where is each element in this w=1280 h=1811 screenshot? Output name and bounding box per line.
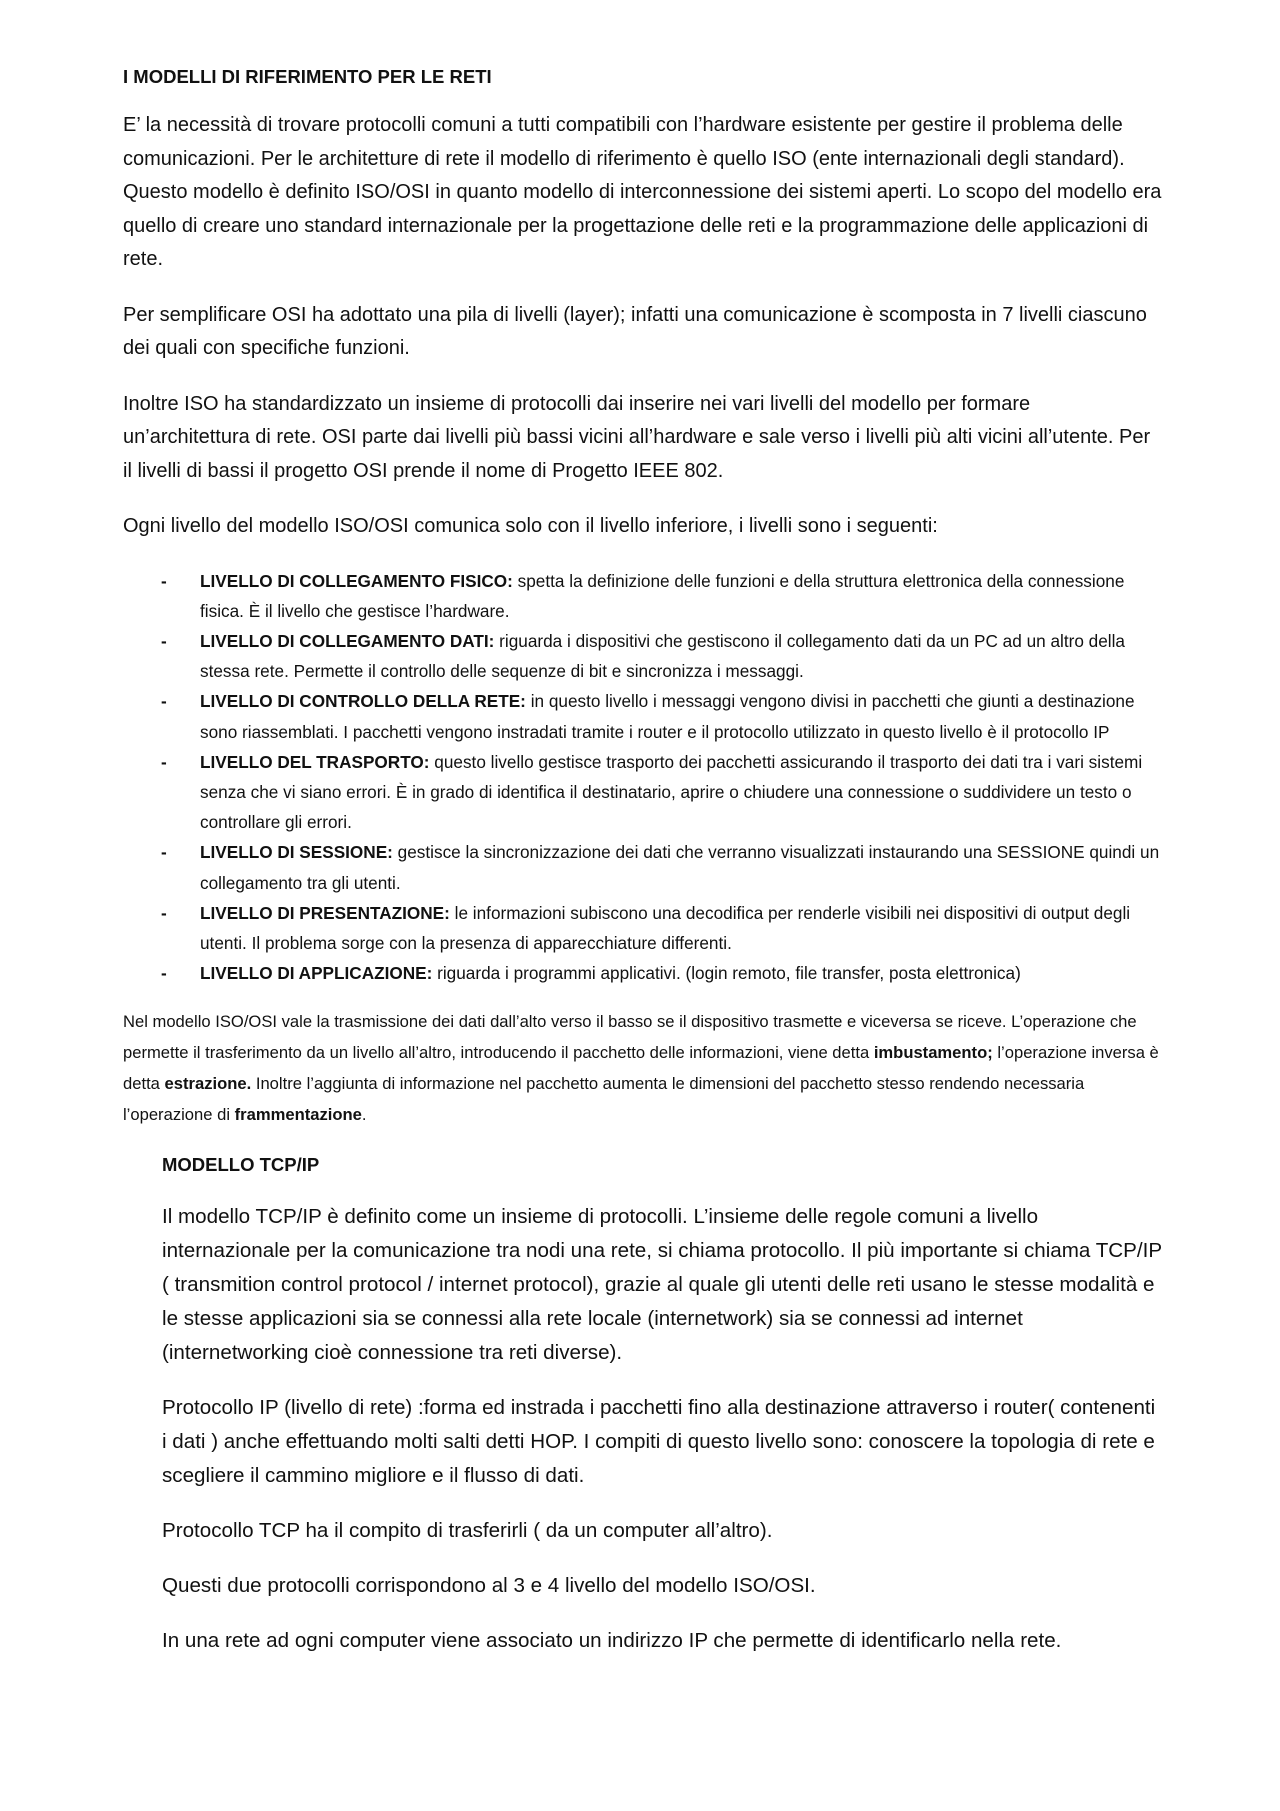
- bullet-dash: -: [161, 963, 167, 984]
- transmission-text: .: [361, 1105, 367, 1125]
- osi-correspondence-paragraph: Questi due protocolli corrispondono al 3 e 4 livello del modello ISO/OSI.: [162, 1574, 816, 1598]
- tcp-protocol-paragraph: Protocollo TCP ha il compito di trasferirli ( da un computer all’altro).: [162, 1519, 773, 1543]
- transmission-text: Nel modello ISO/OSI vale la trasmissione dei dati dall’alto verso il basso se il dispositivo trasmette e viceversa se riceve. L’operazione che permette il trasferimento da un livello all’altro, introducendo il pacchetto delle informazioni, viene detta: [123, 1012, 1137, 1063]
- list-item: [123, 958, 1162, 988]
- transmission-text: Inoltre l’aggiunta di informazione nel pacchetto aumenta le dimensioni del pacchetto stesso rendendo necessaria l’operazione di: [123, 1074, 1085, 1125]
- level-description: riguarda i programmi applicativi. (login remoto, file transfer, posta elettronica): [432, 963, 1021, 984]
- term-imbustamento: imbustamento;: [873, 1043, 993, 1063]
- document-title: I MODELLI DI RIFERIMENTO PER LE RETI: [123, 66, 492, 87]
- tcpip-section: [162, 1152, 1162, 1658]
- list-item: [123, 837, 1162, 897]
- level-term: LIVELLO DI CONTROLLO DELLA RETE:: [200, 691, 526, 712]
- level-term: LIVELLO DI PRESENTAZIONE:: [200, 902, 450, 923]
- bullet-dash: -: [161, 570, 167, 591]
- levels-intro-paragraph: Ogni livello del modello ISO/OSI comunica solo con il livello inferiore, i livelli sono i seguenti:: [123, 515, 938, 537]
- list-item: [123, 747, 1162, 838]
- level-description: questo livello gestisce trasporto dei pacchetti assicurando il trasporto dei dati tra i vari sistemi senza che vi siano errori. È in grado di identifica il destinatario, aprire o chiudere una connessione o suddividere un testo o controllare gli errori.: [200, 751, 1143, 833]
- level-description: gestisce la sincronizzazione dei dati che verranno visualizzati instaurando una SESSIONE quindi un collegamento tra gli utenti.: [200, 842, 1160, 893]
- transmission-text: l’operazione inversa è detta: [123, 1043, 1159, 1094]
- bullet-dash: -: [161, 691, 167, 712]
- bullet-dash: -: [161, 842, 167, 863]
- bullet-dash: -: [161, 902, 167, 923]
- term-frammentazione: frammentazione: [234, 1105, 362, 1125]
- level-term: LIVELLO DI SESSIONE:: [200, 842, 393, 863]
- level-term: LIVELLO DI APPLICAZIONE:: [200, 963, 433, 984]
- level-term: LIVELLO DI COLLEGAMENTO DATI:: [200, 630, 495, 651]
- level-description: in questo livello i messaggi vengono divisi in pacchetti che giunti a destinazione sono riassemblati. I pacchetti vengono instradati tramite i router e il protocollo utilizzato in questo livello è il protocollo IP: [200, 691, 1135, 742]
- list-item: [123, 626, 1162, 686]
- list-item: [123, 686, 1162, 746]
- level-description: spetta la definizione delle funzioni e della struttura elettronica della connessione fisica. È il livello che gestisce l’hardware.: [200, 570, 1125, 621]
- iso-protocols-paragraph: Inoltre ISO ha standardizzato un insieme di protocolli dai inserire nei vari livelli del modello per formare un’architettura di rete. OSI parte dai livelli più bassi vicini all’hardware e sale verso i livelli più alti vicini all’utente. Per il livelli di bassi il progetto OSI prende il nome di Progetto IEEE 802.: [123, 392, 1151, 482]
- list-item: [123, 898, 1162, 958]
- level-term: LIVELLO DI COLLEGAMENTO FISICO:: [200, 570, 513, 591]
- level-description: le informazioni subiscono una decodifica per renderle visibili nei dispositivi di output degli utenti. Il problema sorge con la presenza di apparecchiature differenti.: [200, 902, 1131, 953]
- tcpip-title: MODELLO TCP/IP: [162, 1154, 320, 1176]
- list-item: [123, 566, 1162, 626]
- bullet-dash: -: [161, 630, 167, 651]
- level-term: LIVELLO DEL TRASPORTO:: [200, 751, 430, 772]
- ip-address-paragraph: In una rete ad ogni computer viene associato un indirizzo IP che permette di identificarlo nella rete.: [162, 1629, 1062, 1653]
- bullet-dash: -: [161, 751, 167, 772]
- term-estrazione: estrazione.: [164, 1074, 252, 1094]
- layers-paragraph: Per semplificare OSI ha adottato una pila di livelli (layer); infatti una comunicazione è scomposta in 7 livelli ciascuno dei quali con specifiche funzioni.: [123, 303, 1147, 359]
- intro-paragraph: E’ la necessità di trovare protocolli comuni a tutti compatibili con l’hardware esistente per gestire il problema delle comunicazioni. Per le architetture di rete il modello di riferimento è quello ISO (ente internazionali degli standard). Questo modello è definito ISO/OSI in quanto modello di interconnessione dei sistemi aperti. Lo scopo del modello era quello di creare uno standard internazionale per la progettazione delle reti e la programmazione delle applicazioni di rete.: [123, 114, 1162, 270]
- transmission-paragraph: [123, 1006, 1162, 1130]
- ip-protocol-paragraph: Protocollo IP (livello di rete) :forma ed instrada i pacchetti fino alla destinazione attraverso i router( contenenti i dati ) anche effettuando molti salti detti HOP. I compiti di questo livello sono: conoscere la topologia di rete e scegliere il cammino migliore e il flusso di dati.: [162, 1396, 1156, 1488]
- osi-levels-list: [123, 566, 1162, 989]
- level-description: riguarda i dispositivi che gestiscono il collegamento dati da un PC ad un altro della stessa rete. Permette il controllo delle sequenze di bit e sincronizza i messaggi.: [200, 630, 1125, 682]
- tcpip-definition-paragraph: Il modello TCP/IP è definito come un insieme di protocolli. L’insieme delle regole comuni a livello internazionale per la comunicazione tra nodi una rete, si chiama protocollo. Il più importante si chiama TCP/IP ( transmition control protocol / internet protocol), grazie al quale gli utenti delle reti usano le stesse modalità e le stesse applicazioni sia se connessi alla rete locale (internetwork) sia se connessi ad internet (internetworking cioè connessione tra reti diverse).: [162, 1205, 1162, 1365]
